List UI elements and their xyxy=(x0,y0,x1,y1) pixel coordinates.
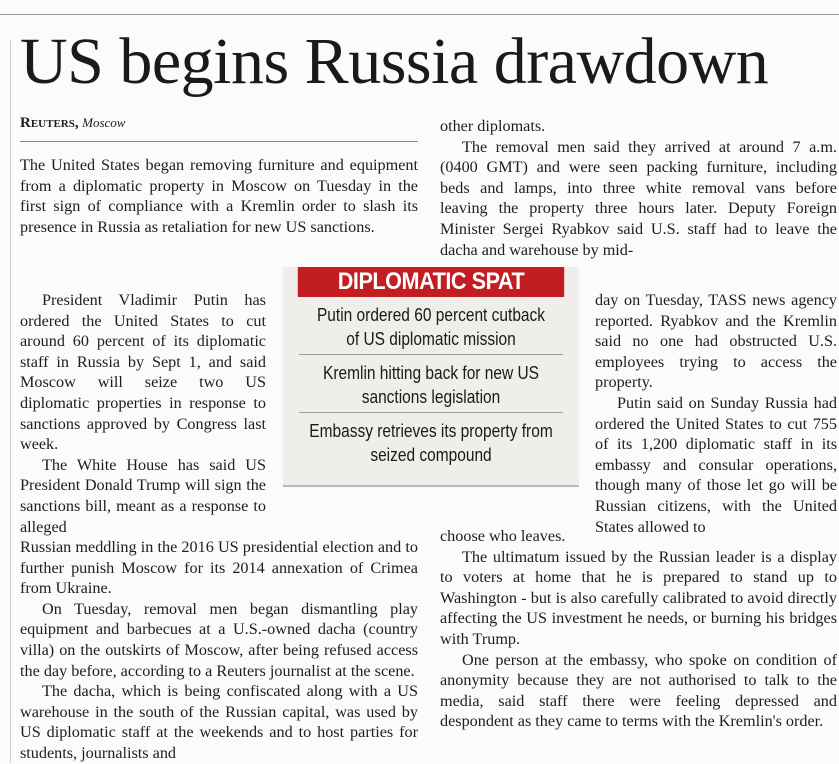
article-paragraph: The dacha, which is being confiscated along with a US warehouse in the south of the Russian capital, was used by US diplomatic staff at the weekends and to host parties for students, journalists and xyxy=(20,682,418,762)
sidebar-callout xyxy=(283,267,579,487)
sidebar-item: Embassy retrieves its property from seized compound xyxy=(309,421,553,465)
sidebar-divider xyxy=(299,412,563,413)
headline: US begins Russia drawdown xyxy=(20,25,769,98)
article-paragraph: day on Tuesday, TASS news agency reported. Ryabkov and the Kremlin said no one had obstructed U.S. employees trying to access the property. xyxy=(595,291,837,392)
byline-dateline: Moscow xyxy=(82,115,126,130)
article-paragraph: other diplomats. xyxy=(440,117,546,135)
sidebar-item: Putin ordered 60 percent cutback of US diplomatic mission xyxy=(316,305,546,349)
article-paragraph: The removal men said they arrived at around 7 a.m. (0400 GMT) and were seen packing furniture, including beds and lamps, into three white removal vans before leaving the property three hours later. Deputy Foreign Minister Sergei Ryabkov said U.S. staff had to leave the dacha and warehouse by mid- xyxy=(440,137,837,259)
byline xyxy=(20,115,125,132)
top-rule xyxy=(0,14,839,15)
article-paragraph: President Vladimir Putin has ordered the United States to cut around 60 percent of its diplomatic staff in Russia by Sept 1, and said Moscow will seize two US diplomatic properties in response to sanctions approved by Congress last week. xyxy=(20,291,266,454)
article-paragraph: Russian meddling in the 2016 US presidential election and to further punish Moscow for its 2014 annexation of Crimea from Ukraine. xyxy=(20,538,418,598)
article-paragraph: One person at the embassy, who spoke on condition of anonymity because they are not authorised to talk to the media, said staff there were feeling depressed and despondent as they came to terms with the Kremlin's order. xyxy=(440,650,837,731)
article-column-right-wrap xyxy=(595,290,837,537)
article-paragraph: The White House has said US President Donald Trump will sign the sanctions bill, meant as a response to alleged xyxy=(20,455,266,536)
byline-agency: Reuters, xyxy=(20,115,79,131)
column-rule-left xyxy=(10,40,11,763)
article-paragraph: On Tuesday, removal men began dismantling play equipment and barbecues at a U.S.-owned dacha (country villa) on the outskirts of Moscow, after being refused access the day before, according to a Reuters journalist at the scene. xyxy=(20,599,418,680)
article-column-right-top xyxy=(440,116,837,260)
sidebar-divider xyxy=(299,354,563,355)
article-paragraph: The ultimatum issued by the Russian leader is a display to voters at home that he is prepared to stand up to Washington - but is also carefully calibrated to avoid directly affecting the US investment he needs, or burning his bridges with Trump. xyxy=(440,547,837,648)
sidebar-item: Kremlin hitting back for new US sanctions legislation xyxy=(323,363,539,407)
article-paragraph: The United States began removing furniture and equipment from a diplomatic property in Moscow on Tuesday in the first sign of compliance with a Kremlin order to slash its presence in Russia as retaliation for new US sanctions. xyxy=(20,156,418,236)
article-column-left-wrap xyxy=(20,290,266,537)
article-column-left-top xyxy=(20,155,418,237)
sidebar-title: DIPLOMATIC SPAT xyxy=(298,267,564,297)
article-paragraph: choose who leaves. xyxy=(440,527,566,545)
byline-rule xyxy=(20,141,418,142)
article-column-right-bottom xyxy=(440,526,837,732)
article-column-left-bottom xyxy=(20,537,418,764)
article-paragraph: Putin said on Sunday Russia had ordered the United States to cut 755 of its 1,200 diplomatic staff in its embassy and consular operations, though many of those let go will be Russian citizens, with the United States allowed to xyxy=(595,393,837,536)
